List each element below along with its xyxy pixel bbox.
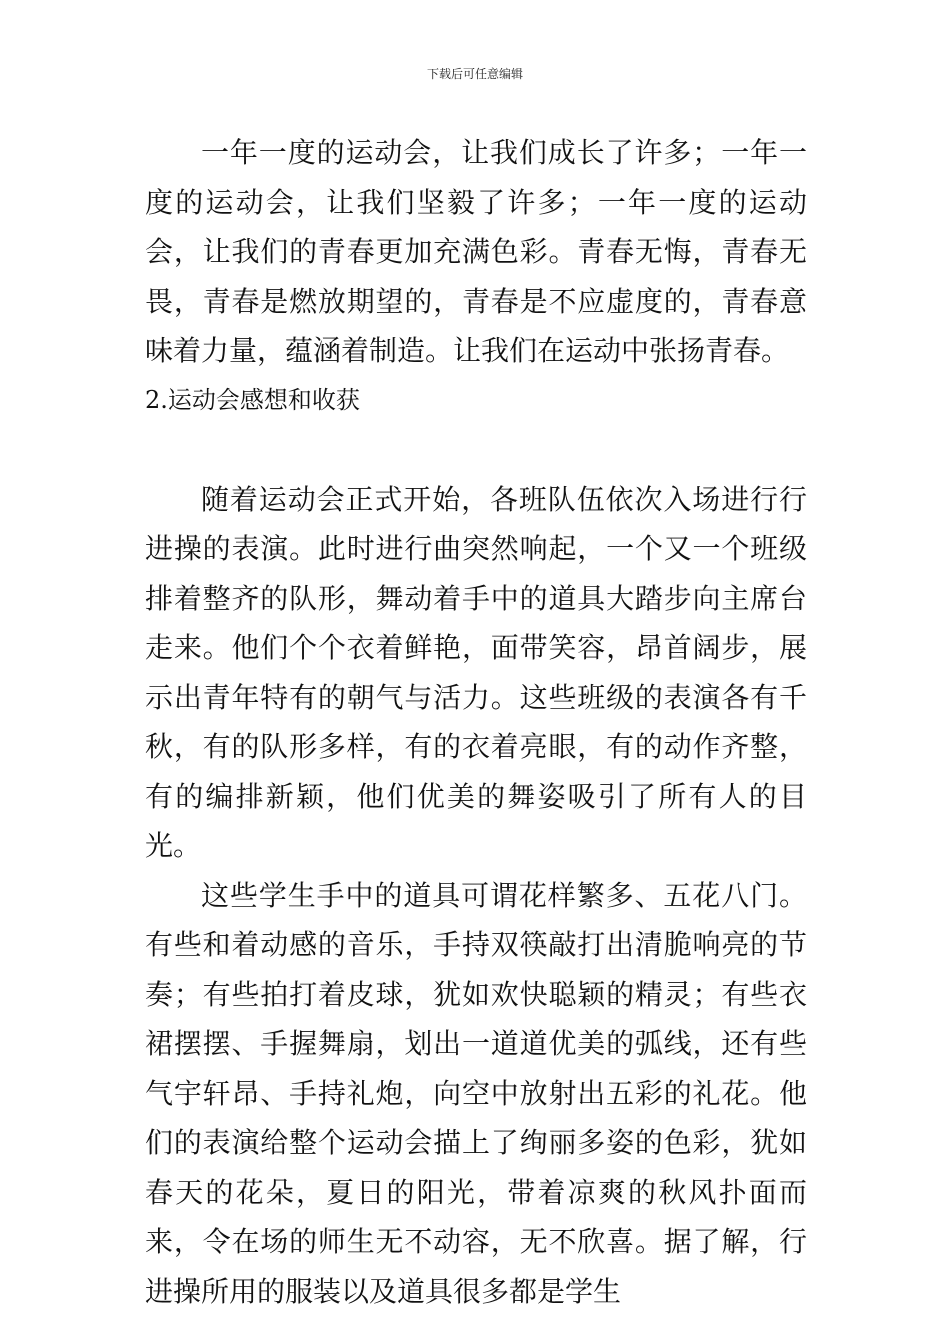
- document-body: [145, 128, 807, 1316]
- paragraph-2: 随着运动会正式开始，各班队伍依次入场进行行进操的表演。此时进行曲突然响起，一个又一个班级排着整齐的队形，舞动着手中的道具大踏步向主席台走来。他们个个衣着鲜艳，面带笑容，昂首阔步，展示出青年特有的朝气与活力。这些班级的表演各有千秋，有的队形多样，有的衣着亮眼，有的动作齐整，有的编排新颖，他们优美的舞姿吸引了所有人的目光。: [145, 482, 807, 862]
- paragraph-1: 一年一度的运动会，让我们成长了许多；一年一度的运动会，让我们坚毅了许多；一年一度的运动会，让我们的青春更加充满色彩。青春无悔，青春无畏，青春是燃放期望的，青春是不应虚度的，青春意味着力量，蕴涵着制造。让我们在运动中张扬青春。: [145, 136, 807, 367]
- paragraph-3: 这些学生手中的道具可谓花样繁多、五花八门。有些和着动感的音乐，手持双筷敲打出清脆响亮的节奏；有些拍打着皮球，犹如欢快聪颖的精灵；有些衣裙摆摆、手握舞扇，划出一道道优美的弧线，还有些气宇轩昂、手持礼炮，向空中放射出五彩的礼花。他们的表演给整个运动会描上了绚丽多姿的色彩，犹如春天的花朵，夏日的阳光，带着凉爽的秋风扑面而来，令在场的师生无不动容，无不欣喜。据了解，行进操所用的服装以及道具很多都是学生: [145, 878, 807, 1308]
- section-heading: 2.运动会感想和收获: [145, 385, 360, 414]
- blank-line: [145, 425, 807, 475]
- page-header-note: 下载后可任意编辑: [426, 67, 523, 81]
